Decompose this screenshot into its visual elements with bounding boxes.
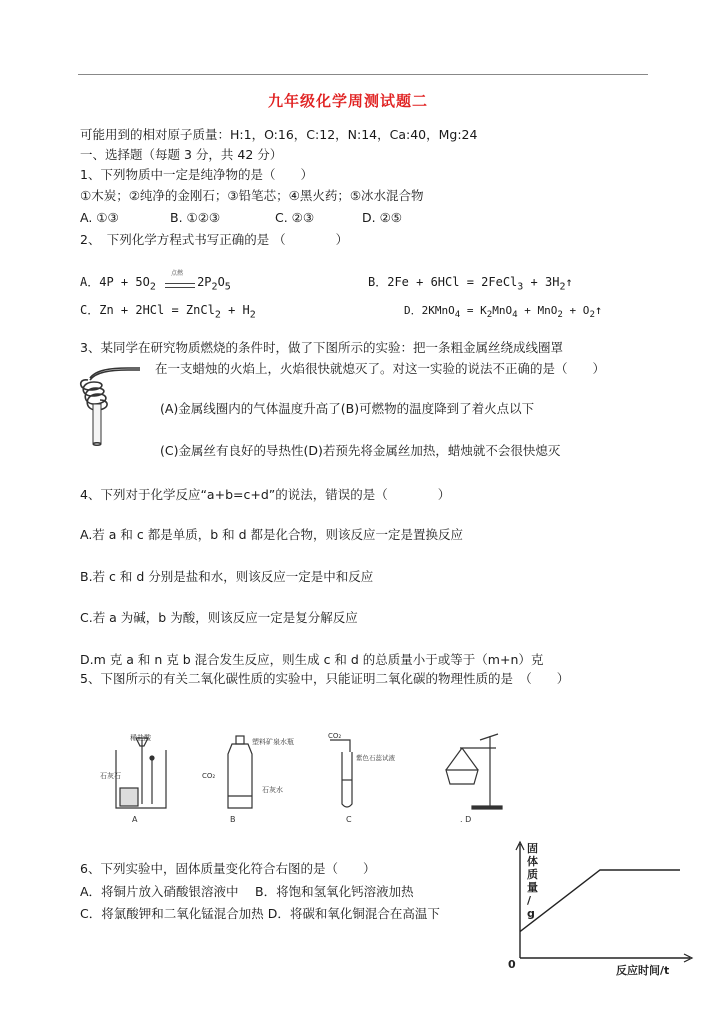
graph-x-label: 反应时间/t	[616, 964, 670, 977]
fig-b-label-bottle: 塑料矿泉水瓶	[252, 738, 294, 746]
page-title: 九年级化学周测试题二	[268, 92, 429, 110]
q3-options-ab: (A)金属线圈内的气体温度升高了(B)可燃物的温度降到了着火点以下	[160, 401, 535, 416]
gas-arrow-icon: ↑	[565, 275, 573, 289]
fig-c-caption: C	[346, 815, 352, 824]
q2-equals-sign	[165, 283, 195, 288]
q6-options-cd: C．将氯酸钾和二氧化锰混合加热 D．将碳和氧化铜混合在高温下	[80, 906, 440, 921]
mass-time-graph	[500, 840, 700, 980]
q6-options-ab: A．将铜片放入硝酸银溶液中 B．将饱和氢氧化钙溶液加热	[80, 884, 414, 899]
q2-option-b: B．2Fe + 6HCl = 2FeCl$_3$ + $3H_2↑$	[368, 275, 573, 293]
graph-origin: 0	[508, 958, 516, 971]
top-rule	[78, 74, 648, 75]
fig-a-caption: A	[132, 815, 138, 824]
graph-y-label-char: /	[527, 894, 532, 907]
fig-c-label-litmus: 紫色石蕊试液	[356, 754, 395, 762]
q1-option-a: A. ①③	[80, 210, 119, 225]
q1-stem: 1、下列物质中一定是纯净物的是（ ）	[80, 167, 313, 182]
q4-option-b: B.若 c 和 d 分别是盐和水，则该反应一定是中和反应	[80, 569, 374, 584]
q2-option-c: C．Zn + 2HCl = ZnCl$_2$ + $H_2$	[80, 303, 256, 321]
q6-stem: 6、下列实验中，固体质量变化符合右图的是（ ）	[80, 861, 376, 876]
atomic-masses: 可能用到的相对原子质量：H:1，O:16，C:12，N:14，Ca:40，Mg:24	[80, 127, 478, 142]
q4-stem: 4、下列对于化学反应“a+b=c+d”的说法，错误的是（ ）	[80, 487, 451, 502]
figure-b	[228, 736, 252, 808]
q3-options-cd: (C)金属丝有良好的导热性(D)若预先将金属丝加热，蜡烛就不会很快熄灭	[160, 443, 561, 458]
q1-items: ①木炭；②纯净的金刚石；③铅笔芯；④黑火药；⑤冰水混合物	[80, 188, 424, 203]
graph-series-line	[520, 870, 680, 932]
q4-option-d: D.m 克 a 和 n 克 b 混合发生反应，则生成 c 和 d 的总质量小于或等于（m+n）克	[80, 652, 544, 667]
graph-y-label-char: 质	[527, 868, 538, 881]
q1-option-d: D. ②⑤	[362, 210, 402, 225]
fig-d-caption: . D	[460, 815, 472, 824]
q3-line2: 在一支蜡烛的火焰上，火焰很快就熄灭了。对这一实验的说法不正确的是（ ）	[155, 361, 606, 376]
q1-option-c: C. ②③	[275, 210, 315, 225]
graph-y-label-char: 量	[527, 881, 538, 894]
figure-a	[116, 738, 166, 808]
q4-option-c: C.若 a 为碱，b 为酸，则该反应一定是复分解反应	[80, 610, 358, 625]
q2-option-d: D．2KMnO$_4$ = $K_2MnO_4 + MnO_2$ + $O_2↑$	[404, 303, 603, 321]
fig-b-caption: B	[230, 815, 236, 824]
q4-option-a: A.若 a 和 c 都是单质，b 和 d 都是化合物，则该反应一定是置换反应	[80, 527, 464, 542]
graph-y-label-char: 固	[527, 842, 538, 855]
co2-experiment-figures	[100, 730, 520, 830]
q3-line1: 3、某同学在研究物质燃烧的条件时，做了下图所示的实验：把一条粗金属丝绕成线圈罩	[80, 340, 563, 355]
q2-option-a: A．$4P + 5O_2$ $2P_2O_5$	[80, 275, 231, 293]
gas-arrow-icon: ↑	[594, 303, 603, 317]
graph-y-label-char: g	[527, 907, 535, 920]
section-heading: 一、选择题（每题 3 分，共 42 分）	[80, 147, 283, 162]
q2-condition-label: 点燃	[171, 270, 184, 277]
fig-a-label-acid: 稀盐酸	[130, 734, 151, 742]
figure-c	[330, 740, 352, 807]
fig-b-label-lime: 石灰水	[262, 786, 283, 794]
fig-c-co2: CO₂	[328, 732, 342, 740]
fig-b-co2: CO₂	[202, 772, 216, 780]
coil-candle-figure	[76, 360, 146, 450]
q1-option-b: B. ①②③	[170, 210, 221, 225]
q5-stem: 5、下图所示的有关二氧化碳性质的实验中，只能证明二氧化碳的物理性质的是 （ ）	[80, 671, 570, 686]
figure-d	[446, 734, 502, 809]
q2-stem: 2、 下列化学方程式书写正确的是 （ ）	[80, 232, 349, 247]
fig-a-label-stone: 石灰石	[100, 772, 121, 780]
graph-y-label-char: 体	[527, 855, 538, 868]
